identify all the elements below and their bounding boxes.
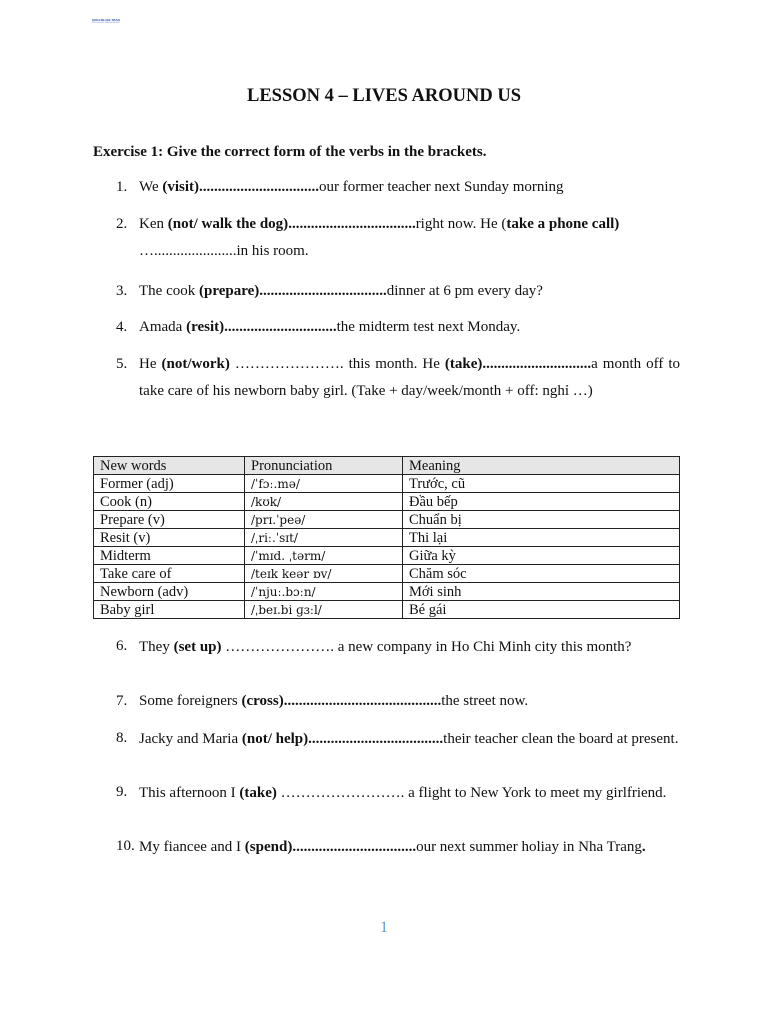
verb-prompt: (spend): [244, 839, 293, 855]
answer-blank[interactable]: ..................................: [288, 216, 416, 232]
answer-blank[interactable]: .............................: [482, 356, 592, 372]
question-text: …......................in his room.: [139, 243, 309, 259]
question-text: .: [641, 839, 646, 855]
question-item: [116, 283, 680, 300]
question-text: right now. He (: [415, 216, 507, 232]
question-number: 3.: [116, 283, 128, 299]
question-item: [116, 319, 680, 336]
question-item: [116, 838, 680, 856]
word-cell: Newborn (adv): [94, 583, 245, 601]
pronunciation-cell: /ˌriː.ˈsɪt/: [245, 529, 403, 547]
question-text: a new company in Ho Chi Minh city this month?: [337, 639, 632, 655]
question-item: [116, 179, 680, 196]
question-number: 8.: [116, 730, 128, 746]
column-header: Meaning: [403, 457, 680, 475]
answer-blank[interactable]: .................................: [292, 839, 417, 855]
question-text: this month. He: [348, 356, 445, 372]
question-item: [116, 351, 680, 405]
meaning-cell: Thi lại: [403, 529, 680, 547]
table-row: [94, 565, 680, 583]
meaning-cell: Chuẩn bị: [403, 511, 680, 529]
question-text: Ken: [139, 216, 168, 232]
question-item: [116, 693, 680, 710]
verb-prompt: (cross): [241, 693, 284, 709]
question-item: [116, 638, 680, 656]
question-text: their teacher clean the board at present.: [443, 731, 679, 747]
word-cell: Cook (n): [94, 493, 245, 511]
answer-blank[interactable]: ....................................: [308, 731, 444, 747]
question-number: 5.: [116, 356, 128, 372]
exercise-heading: Exercise 1: Give the correct form of the verbs in the brackets.: [93, 144, 487, 160]
question-item: [116, 730, 680, 748]
logo-text: ENGLISH BE TRAN: [92, 18, 120, 22]
table-row: [94, 493, 680, 511]
question-text: He: [139, 356, 162, 372]
question-number: 1.: [116, 179, 128, 195]
question-number: 6.: [116, 638, 128, 654]
word-cell: Take care of: [94, 565, 245, 583]
question-number: 7.: [116, 693, 128, 709]
question-text: Amada: [139, 319, 187, 335]
pronunciation-cell: /teɪk keər ɒv/: [245, 565, 403, 583]
verb-prompt: (prepare): [198, 283, 260, 299]
verb-prompt: (resit): [186, 319, 225, 335]
question-text: Some foreigners: [139, 693, 242, 709]
answer-blank[interactable]: ................................: [199, 179, 320, 195]
answer-blank[interactable]: ..................................: [259, 283, 387, 299]
question-text: Jacky and Maria: [139, 731, 242, 747]
answer-blank[interactable]: ..........................................: [283, 693, 442, 709]
question-text: We: [139, 179, 163, 195]
meaning-cell: Mới sinh: [403, 583, 680, 601]
verb-prompt: (not/work): [161, 356, 230, 372]
word-cell: Midterm: [94, 547, 245, 565]
verb-prompt: (take): [239, 785, 277, 801]
vocabulary-table: [93, 456, 680, 619]
word-cell: Baby girl: [94, 601, 245, 619]
column-header: Pronunciation: [245, 457, 403, 475]
question-number: 4.: [116, 319, 128, 335]
question-number: 2.: [116, 216, 128, 232]
question-number: 9.: [116, 784, 128, 800]
question-text: They: [139, 639, 174, 655]
verb-prompt: (not/ walk the dog): [167, 216, 289, 232]
table-row: [94, 511, 680, 529]
question-text: The cook: [139, 283, 199, 299]
word-cell: Resit (v): [94, 529, 245, 547]
table-row: [94, 475, 680, 493]
answer-blank[interactable]: ………………….: [229, 356, 349, 372]
lesson-title: LESSON 4 – LIVES AROUND US: [247, 86, 521, 106]
verb-prompt: take a phone call): [506, 216, 620, 232]
question-text: My fiancee and I: [139, 839, 245, 855]
pronunciation-cell: /ˌbeɪ.bi ɡɜːl/: [245, 601, 403, 619]
question-text: This afternoon I: [139, 785, 240, 801]
verb-prompt: (visit): [162, 179, 200, 195]
question-text: the midterm test next Monday.: [336, 319, 521, 335]
word-cell: Prepare (v): [94, 511, 245, 529]
question-text: our next summer holiay in Nha Trang: [416, 839, 642, 855]
meaning-cell: Trước, cũ: [403, 475, 680, 493]
question-number: 10.: [116, 838, 135, 854]
verb-prompt: (set up): [173, 639, 222, 655]
meaning-cell: Chăm sóc: [403, 565, 680, 583]
page-number: 1: [380, 919, 388, 936]
answer-blank[interactable]: ..............................: [224, 319, 337, 335]
answer-blank[interactable]: …………………….: [276, 785, 409, 801]
pronunciation-cell: /ˈnjuː.bɔːn/: [245, 583, 403, 601]
pronunciation-cell: /kʊk/: [245, 493, 403, 511]
meaning-cell: Bé gái: [403, 601, 680, 619]
column-header: New words: [94, 457, 245, 475]
table-row: [94, 583, 680, 601]
question-text: a month off to take care of his newborn baby girl. (Take + day/week/month + off: nghỉ …): [139, 356, 680, 399]
table-header-row: [94, 457, 680, 475]
answer-blank[interactable]: ………………….: [221, 639, 338, 655]
question-item: [116, 211, 680, 265]
verb-prompt: (not/ help): [241, 731, 309, 747]
question-text: the street now.: [441, 693, 529, 709]
verb-prompt: (take): [444, 356, 483, 372]
logo-subtext: ENGLISH BE TRAN ACADEMY: [91, 22, 121, 24]
word-cell: Former (adj): [94, 475, 245, 493]
table-row: [94, 547, 680, 565]
table-row: [94, 601, 680, 619]
pronunciation-cell: /ˈfɔː.mə/: [245, 475, 403, 493]
question-text: a flight to New York to meet my girlfriend.: [408, 785, 667, 801]
logo: [88, 18, 124, 25]
question-text: our former teacher next Sunday morning: [319, 179, 564, 195]
pronunciation-cell: /prɪ.ˈpeə/: [245, 511, 403, 529]
table-row: [94, 529, 680, 547]
meaning-cell: Giữa kỳ: [403, 547, 680, 565]
pronunciation-cell: /ˈmɪd. ˌtərm/: [245, 547, 403, 565]
question-item: [116, 784, 680, 802]
meaning-cell: Đầu bếp: [403, 493, 680, 511]
question-text: dinner at 6 pm every day?: [386, 283, 543, 299]
